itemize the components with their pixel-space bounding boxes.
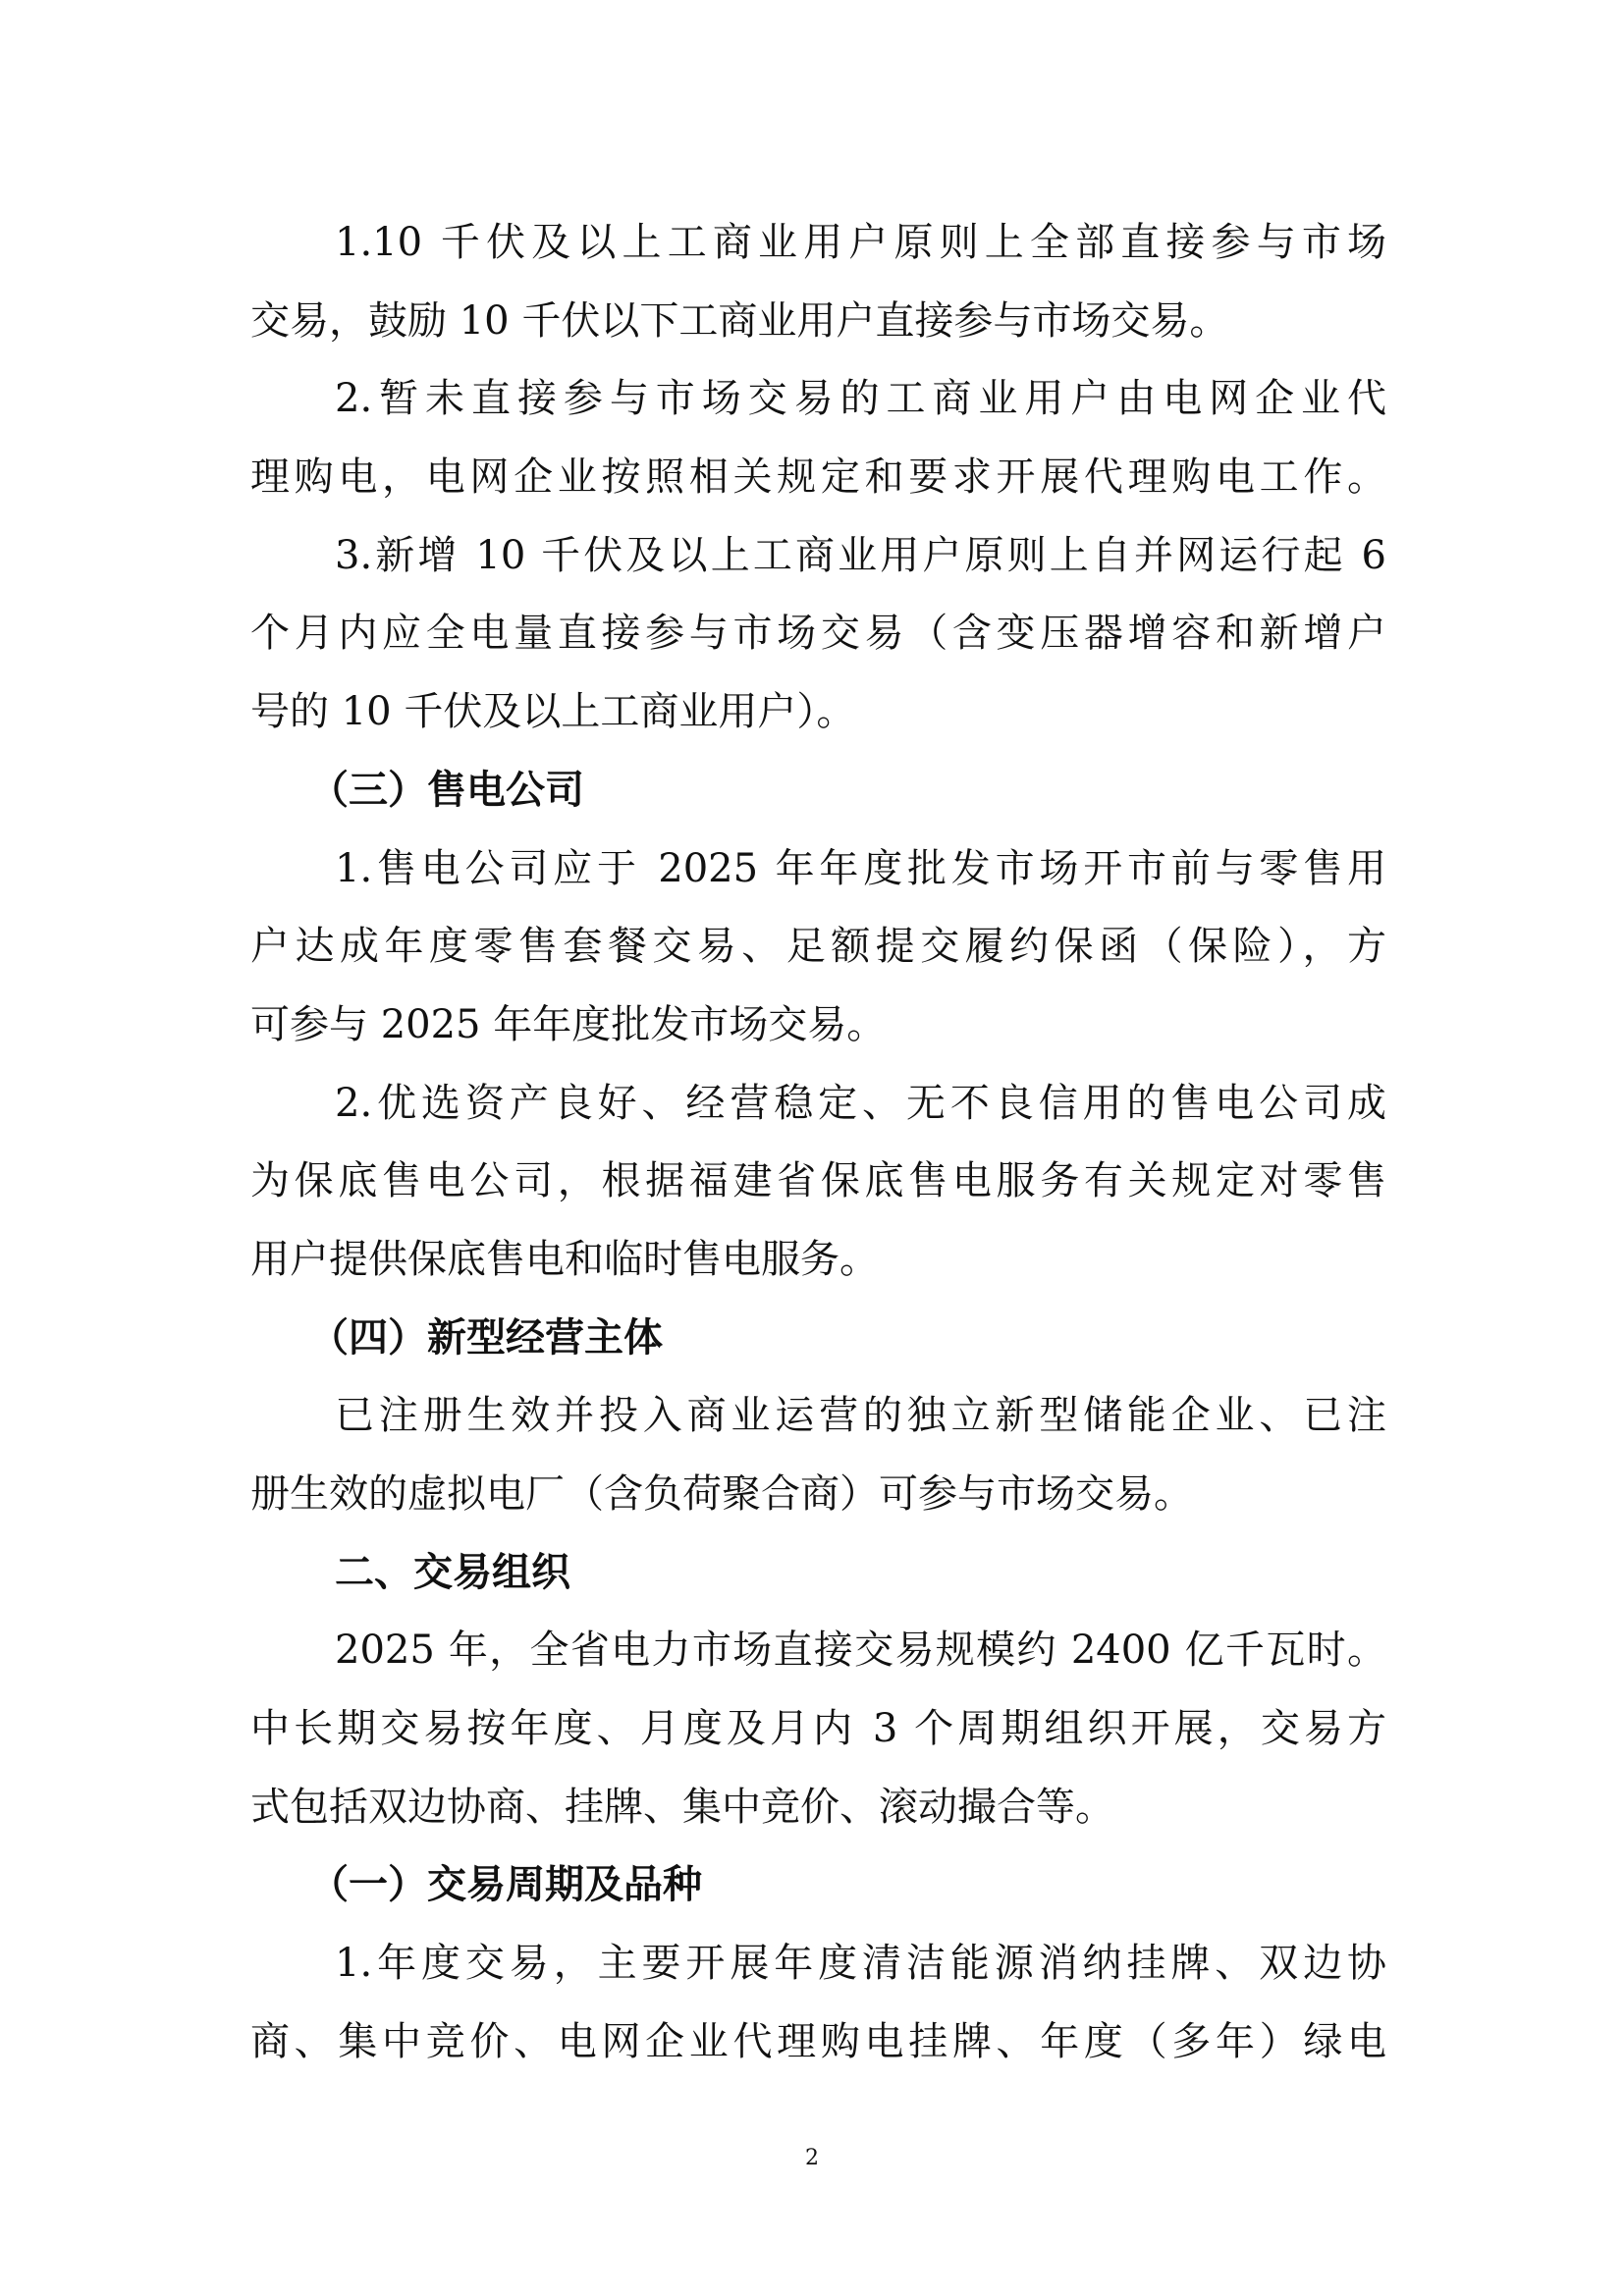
text-line: 式包括双边协商、挂牌、集中竞价、滚动撮合等。 xyxy=(250,1784,1114,1830)
text-line: 可参与 2025 年年度批发市场交易。 xyxy=(250,1001,887,1047)
text-line: 交易，鼓励 10 千伏以下工商业用户直接参与市场交易。 xyxy=(250,297,1229,344)
text-line: 册生效的虚拟电厂（含负荷聚合商）可参与市场交易。 xyxy=(250,1471,1193,1517)
text-line: 商、集中竞价、电网企业代理购电挂牌、年度（多年）绿电 xyxy=(250,2018,1386,2064)
text-line: 1.年度交易，主要开展年度清洁能源消纳挂牌、双边协 xyxy=(335,1941,1386,1987)
section-heading: （三）售电公司 xyxy=(309,767,584,813)
text-line: 3.新增 10 千伏及以上工商业用户原则上自并网运行起 6 xyxy=(335,532,1386,578)
text-line: 个月内应全电量直接参与市场交易（含变压器增容和新增户 xyxy=(250,611,1386,657)
text-line: 号的 10 千伏及以上工商业用户）。 xyxy=(250,689,856,735)
section-heading: 二、交易组织 xyxy=(335,1549,570,1595)
text-line: 理购电，电网企业按照相关规定和要求开展代理购电工作。 xyxy=(250,454,1386,501)
text-line: 2.暂未直接参与市场交易的工商业用户由电网企业代 xyxy=(335,376,1386,422)
text-line: 为保底售电公司，根据福建省保底售电服务有关规定对零售 xyxy=(250,1158,1386,1204)
text-line: 2.优选资产良好、经营稳定、无不良信用的售电公司成 xyxy=(335,1080,1386,1126)
text-line: 2025 年，全省电力市场直接交易规模约 2400 亿千瓦时。 xyxy=(335,1628,1386,1674)
text-line: 1.售电公司应于 2025 年年度批发市场开市前与零售用 xyxy=(335,845,1386,891)
document-body xyxy=(250,204,1386,2082)
text-line: 用户提供保底售电和临时售电服务。 xyxy=(250,1236,879,1282)
section-heading: （四）新型经营主体 xyxy=(309,1314,663,1361)
section-heading: （一）交易周期及品种 xyxy=(309,1862,702,1908)
page-number: 2 xyxy=(805,2146,819,2170)
text-line: 户达成年度零售套餐交易、足额提交履约保函（保险），方 xyxy=(250,924,1386,970)
text-line: 已注册生效并投入商业运营的独立新型储能企业、已注 xyxy=(335,1393,1386,1439)
text-line: 1.10 千伏及以上工商业用户原则上全部直接参与市场 xyxy=(335,220,1386,265)
text-line: 中长期交易按年度、月度及月内 3 个周期组织开展，交易方 xyxy=(250,1706,1386,1752)
